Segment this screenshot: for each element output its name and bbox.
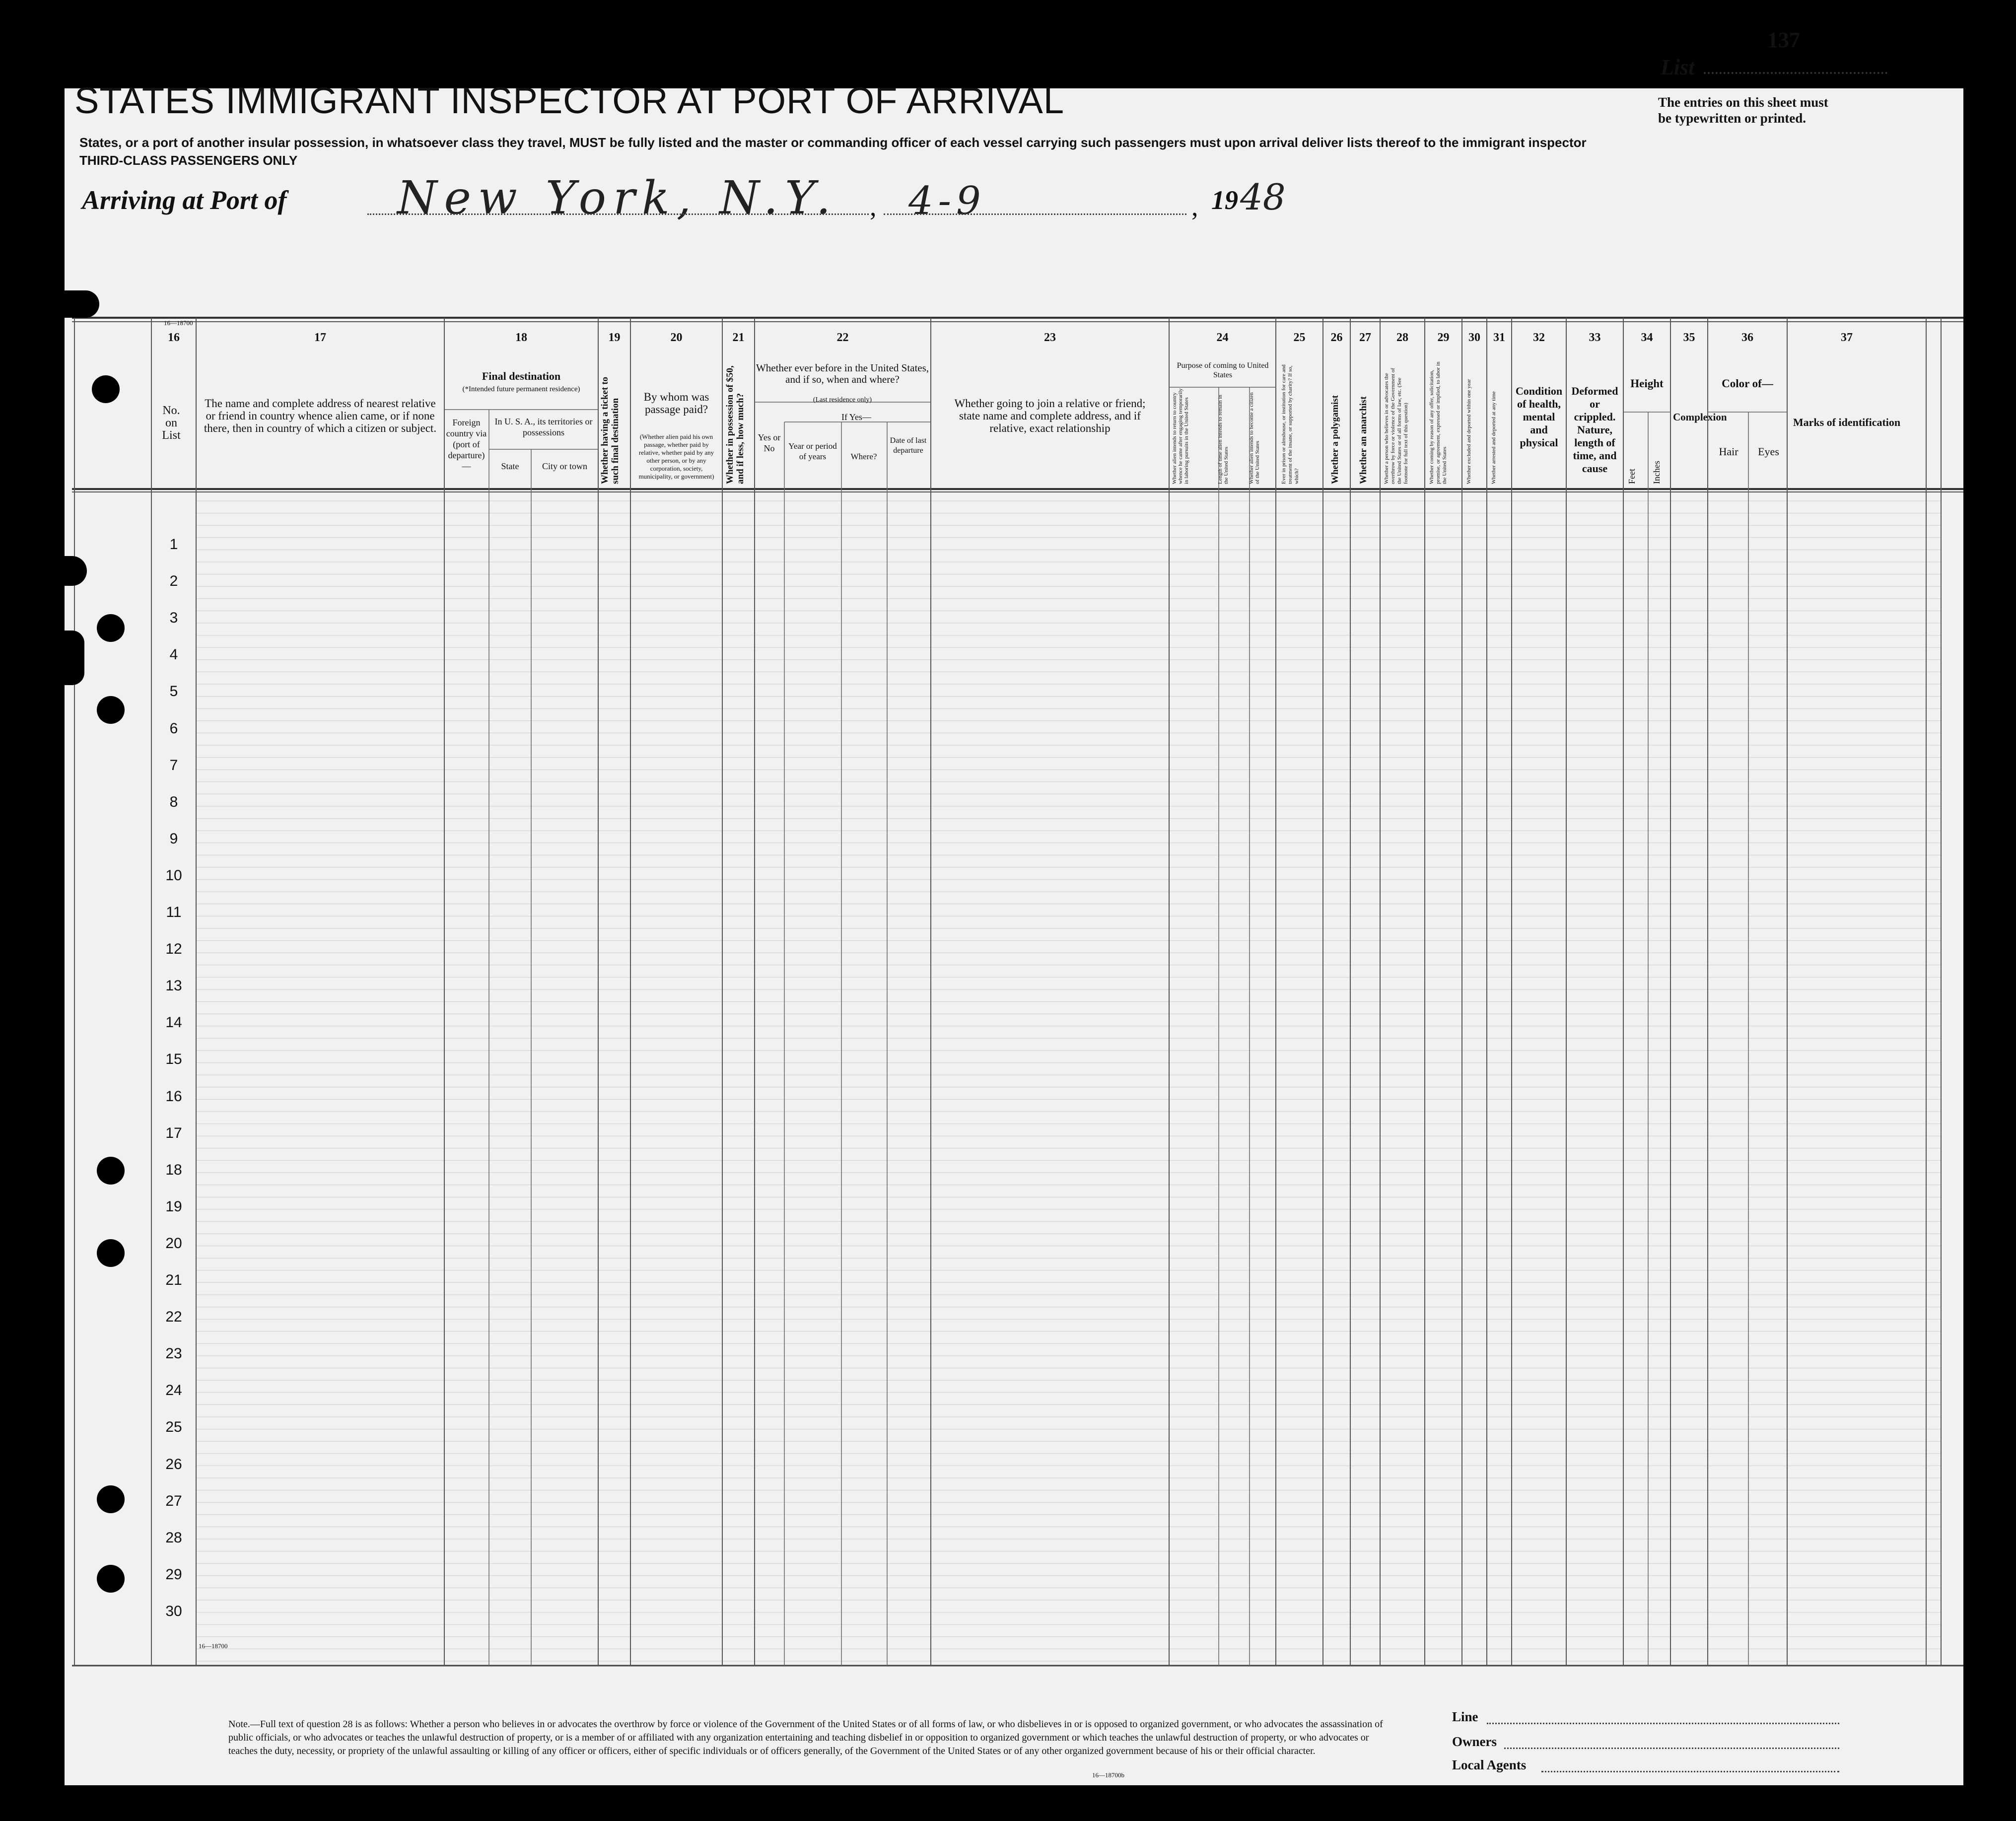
row-number: 15 [165,1051,182,1068]
col-18-foreign: Foreign country via (port of departure)— [446,418,487,471]
col-num-27: 27 [1359,331,1371,344]
col-20-note: (Whether alien paid his own passage, whether paid by relative, whether paid by any other person, or by any corporation, society, municipality, or government) [638,433,714,480]
row-number: 28 [165,1529,182,1546]
col-18-state: State [501,461,519,471]
row-number: 25 [165,1419,182,1436]
torn-edge [65,290,99,318]
row-number: 3 [169,610,178,627]
local-agents-label: Local Agents [1452,1757,1527,1772]
col-22-where: Where? [850,452,877,461]
col-36-head: Color of— [1722,377,1773,390]
footnote-code: 16—18700b [1092,1771,1124,1779]
col-24-citizen: Whether alien intends to become a citizen of the United States [1249,392,1260,484]
entries-instruction-line: be typewritten or printed. [1658,111,1806,126]
comma: , [870,192,877,221]
year-handwritten[interactable]: 48 [1240,176,1286,218]
arrival-date-line [884,213,1186,215]
list-number-field[interactable] [1704,72,1887,74]
col-32-head: Condition of health, mental and physical [1515,385,1563,449]
col-36-hair: Hair [1719,445,1738,458]
col-24-length: Length of time alien intends to remain in the United States [1217,395,1229,484]
col-34-head: Height [1630,377,1664,390]
row-number: 4 [169,646,178,663]
col-33-head: Deformed or crippled. Nature, length of time, and cause [1571,385,1618,475]
col-16-head: No. on List [162,404,181,442]
col-28-head: Whether a person who believes in or advocates the overthrow by force or violence of the Government of the United States or of all forms of law, etc. (See footnote for full text of this question) [1384,368,1409,484]
row-number: 5 [169,683,178,700]
owners-label: Owners [1452,1734,1497,1749]
col-34-feet: Feet [1627,469,1637,484]
row-number: 9 [169,830,178,847]
arriving-label: Arriving at Port of [82,185,287,215]
row-number: 11 [166,904,182,920]
col-24-return: Whether alien intends to return to country whence he came after engaging temporarily in laboring pursuits in the United States [1172,388,1189,484]
col-18-city: City or town [542,461,587,471]
row-number: 16 [165,1088,182,1105]
col-21-head: Whether in possession of $50, and if less, how much? [725,365,746,484]
col-num-37: 37 [1841,331,1853,344]
entries-instruction-line: The entries on this sheet must [1658,95,1828,110]
row-number: 18 [165,1161,182,1178]
row-number: 29 [165,1566,182,1583]
row-number: 14 [165,1014,182,1031]
col-17-head: The name and complete address of nearest relative or friend in country whence alien came, or if none there, then in country of which a citizen or subject. [204,397,437,434]
punch-hole-icon [97,1239,125,1267]
col-24-head: Purpose of coming to United States [1177,361,1269,379]
col-num-28: 28 [1396,331,1408,344]
page-number: 137 [1767,28,1800,52]
row-number: 23 [165,1345,182,1362]
col-num-23: 23 [1044,331,1056,344]
row-number: 13 [165,978,182,994]
arrival-port-line [367,213,869,215]
col-27-head: Whether an anarchist [1358,396,1369,484]
col-num-20: 20 [670,331,683,344]
col-22-date: Date of last departure [890,436,927,455]
col-num-29: 29 [1437,331,1450,344]
punch-hole-icon [97,1157,125,1185]
row-number: 27 [165,1492,182,1509]
row-number: 21 [165,1272,182,1288]
row-number: 20 [165,1235,182,1252]
arrival-date-handwritten[interactable]: 4-9 [908,179,986,223]
arrival-port-handwritten[interactable]: New York, N.Y. [397,171,838,224]
entries-instruction [1658,94,1828,126]
row-number: 6 [169,720,178,737]
col-num-30: 30 [1468,331,1480,344]
year-prefix: 19 [1211,185,1238,215]
col-18-head: Final destination [482,370,561,382]
col-num-16: 16 [168,331,180,344]
col-num-35: 35 [1683,331,1695,344]
col-num-25: 25 [1293,331,1306,344]
col-22-note: (Last residence only) [813,396,872,404]
row-number: 22 [165,1309,182,1326]
col-22-ifyes: If Yes— [841,412,871,422]
col-18-note: (*Intended future permanent residence) [462,385,580,393]
col-29-head: Whether coming by reason of any offer, solicitation, promise, or agreement, expressed or implied, to labor in the United States [1429,361,1448,484]
list-label: List [1661,55,1695,79]
local-agents-field[interactable] [1541,1771,1839,1772]
col-num-19: 19 [608,331,621,344]
line-field[interactable] [1487,1723,1839,1724]
footnote: Note.—Full text of question 28 is as follows: Whether a person who believes in or advocates the overthrow by force or violence of the Government of the United States or of all forms of law, or who disbelieves in or is opposed to organized government, or who advocates the assassination of public officials, or who advocates or teaches the unlawful destruction of property, or is a member of or affiliated with any organization entertaining and teaching disbelief in or opposition to organized government or which teaches the unlawful destruction of property, or who advocates or teaches the duty, necessity, or propriety of the unlawful assaulting or killing of any officer or officers, either of specific individuals or of officers generally, of the Government of the United States or of any other organized government because of his or their official character. [228,1719,1383,1756]
comma: , [1191,192,1198,221]
form-subtitle: States, or a port of another insular possession, in whatsoever class they travel, MUST be fully listed and the master or commanding officer of each vessel carrying such passengers must upon arrival deliver lists thereof to the immigrant inspector [79,135,1587,150]
col-31-head: Whether arrested and deported at any time [1491,391,1497,484]
col-35-head: Complexion [1673,411,1727,423]
row-number: 30 [165,1603,182,1619]
col-num-24: 24 [1216,331,1229,344]
punch-hole-icon [97,1485,125,1513]
line-label: Line [1452,1709,1478,1724]
col-22-year: Year or period of years [788,441,837,461]
row-number: 10 [165,867,182,884]
punch-hole-icon [92,375,120,403]
col-20-head: By whom was passage paid? [643,391,709,416]
col-23-head: Whether going to join a relative or friend; state name and complete address, and if relative, exact relationship [954,397,1146,434]
col-30-head: Whether excluded and deported within one year [1466,379,1472,484]
col-num-34: 34 [1641,331,1653,344]
form-title: STATES IMMIGRANT INSPECTOR AT PORT OF ARRIVAL [74,80,1065,121]
col-34-inches: Inches [1652,461,1662,484]
col-num-21: 21 [732,331,745,344]
col-num-31: 31 [1493,331,1505,344]
form-code: 16—18700 [164,319,193,327]
form-code-bottom: 16—18700 [199,1642,228,1650]
punch-hole-icon [97,614,125,642]
col-22-yesno: Yes or No [758,432,781,453]
col-num-17: 17 [314,331,326,344]
punch-hole-icon [97,696,125,724]
col-num-36: 36 [1741,331,1753,344]
col-26-head: Whether a polygamist [1330,395,1340,484]
col-36-eyes: Eyes [1758,445,1779,458]
row-number: 8 [169,793,178,810]
row-number: 12 [165,941,182,958]
owners-field[interactable] [1504,1748,1839,1749]
col-22-head: Whether ever before in the United States, and if so, when and where? [756,362,929,385]
row-number: 2 [169,573,178,590]
col-18-usa: In U. S. A., its territories or possessions [494,417,593,437]
col-19-head: Whether having a ticket to such final destination [600,376,621,484]
col-num-33: 33 [1589,331,1601,344]
row-number: 17 [165,1124,182,1141]
col-num-26: 26 [1330,331,1343,344]
row-number: 1 [169,536,178,553]
col-37-head: Marks of identification [1793,416,1901,428]
row-number: 24 [165,1382,182,1399]
row-number: 7 [169,757,178,773]
col-num-32: 32 [1533,331,1545,344]
punch-hole-icon [97,1565,125,1593]
col-num-18: 18 [515,331,527,344]
col-25-head: Ever in prison or almshouse, or institution for care and treatment of the insane, or supported by charity? If so, which? [1281,364,1300,484]
row-number: 26 [165,1456,182,1472]
col-num-22: 22 [836,331,849,344]
passenger-class: THIRD-CLASS PASSENGERS ONLY [79,153,298,168]
row-number: 19 [165,1198,182,1215]
torn-edge [65,630,84,685]
